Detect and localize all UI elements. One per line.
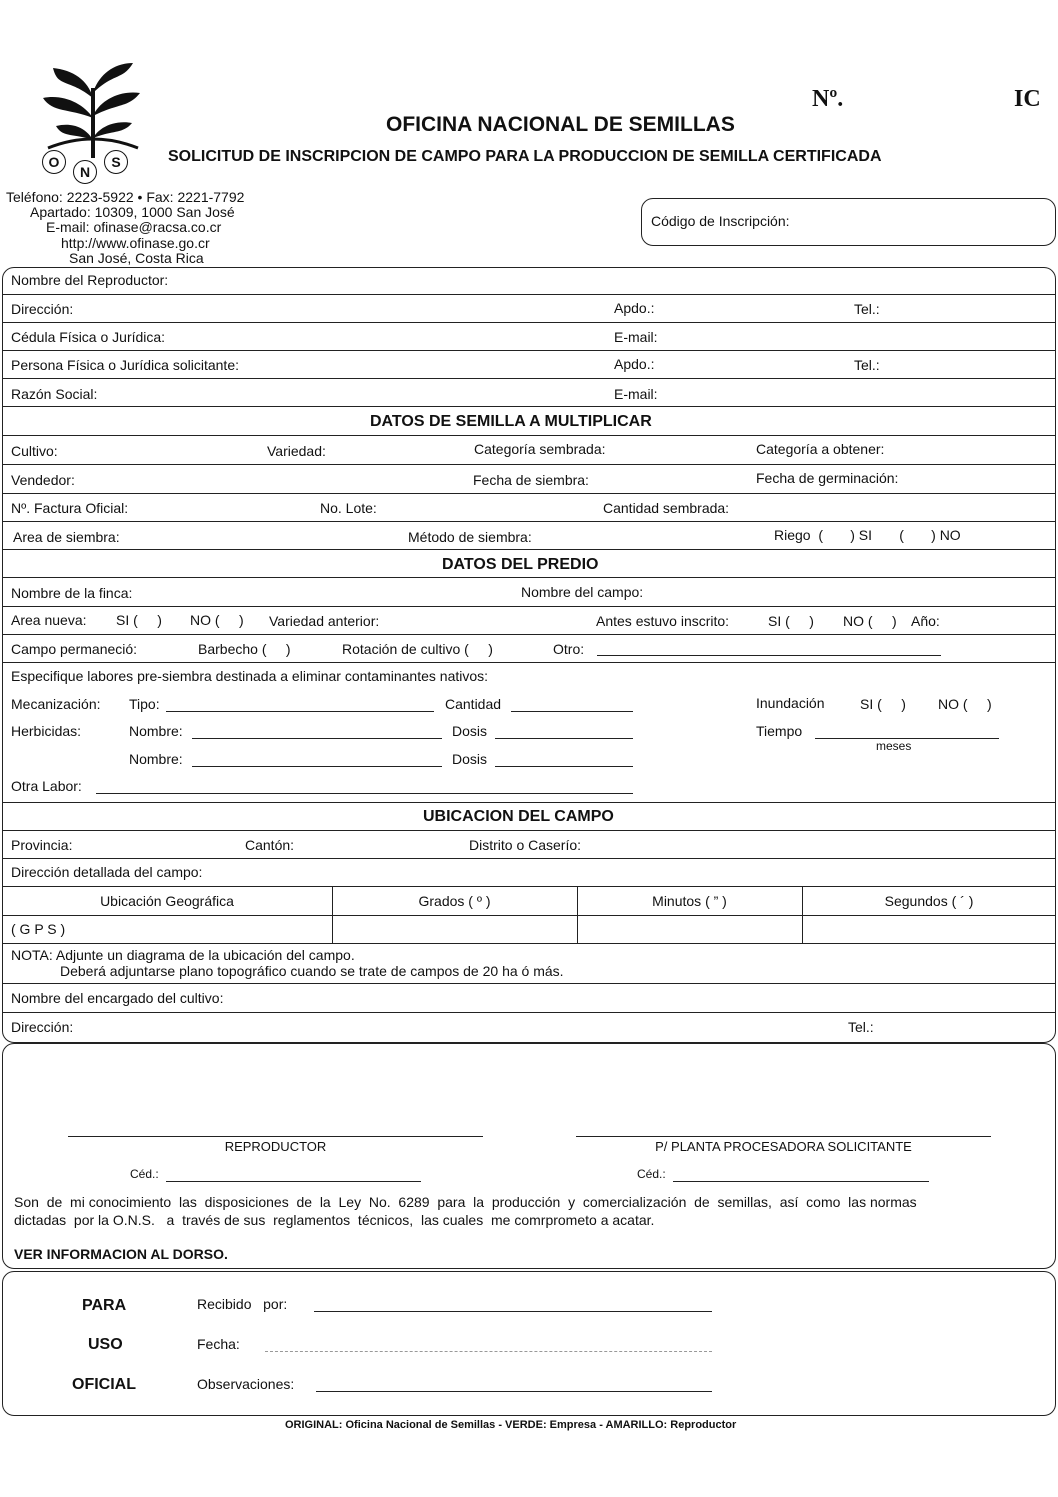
mecanizacion-label: Mecanización: [11,696,101,712]
predio-section-title: DATOS DEL PREDIO [442,556,599,573]
canton-field[interactable]: Cantón: [245,837,295,853]
categoria-sembrada-field[interactable]: Categoría sembrada: [474,441,606,457]
encargado-tel-field[interactable]: Tel.: [848,1019,874,1035]
direccion-field[interactable]: Dirección: [11,301,74,317]
gps-label: ( G P S ) [11,921,66,937]
email-field[interactable]: E-mail: [614,329,658,345]
herbicidas-label: Herbicidas: [11,723,82,739]
rotacion-checkbox[interactable]: Rotación de cultivo ( ) [342,641,493,657]
signatures-box [2,1043,1056,1269]
antes-inscrito-no-checkbox[interactable]: NO ( ) [843,613,897,629]
antes-inscrito-si-checkbox[interactable]: SI ( ) [768,613,814,629]
cantidad-sembrada-field[interactable]: Cantidad sembrada: [603,500,730,516]
tipo-input-line[interactable] [166,711,434,712]
gps-minutos-cell[interactable] [579,917,800,941]
cultivo-field[interactable]: Cultivo: [11,443,58,459]
area-nueva-label: Area nueva: [11,612,87,628]
anio-field[interactable]: Año: [911,613,940,629]
metodo-siembra-field[interactable]: Método de siembra: [408,529,532,545]
especifique-labores-label: Especifique labores pre-siembra destinada a eliminar contaminantes nativos: [11,668,489,684]
lote-field[interactable]: No. Lote: [320,500,377,516]
factura-oficial-field[interactable]: Nº. Factura Oficial: [11,500,129,516]
dosis-2-line[interactable] [495,766,633,767]
encargado-cultivo-field[interactable]: Nombre del encargado del cultivo: [11,990,224,1006]
observaciones-line[interactable] [316,1391,712,1392]
area-nueva-si-checkbox[interactable]: SI ( ) [116,612,162,628]
direccion-detallada-field[interactable]: Dirección detallada del campo: [11,864,203,880]
logo-letter-s: S [104,150,128,174]
variedad-field[interactable]: Variedad: [267,443,326,459]
tiempo-label: Tiempo [756,723,803,739]
otro-label: Otro: [553,641,585,657]
provincia-field[interactable]: Provincia: [11,837,73,853]
gps-segundos-cell[interactable] [804,917,1054,941]
apdo-solicitante-field[interactable]: Apdo.: [614,356,655,372]
otra-labor-label: Otra Labor: [11,778,82,794]
logo-letter-n: N [73,160,97,184]
ced-2-label: Céd.: [637,1167,666,1181]
riego-checkbox[interactable]: Riego ( ) SI ( ) NO [774,527,961,543]
apdo-field[interactable]: Apdo.: [614,300,655,316]
distrito-field[interactable]: Distrito o Caserío: [469,837,582,853]
encargado-direccion-field[interactable]: Dirección: [11,1019,74,1035]
contact-apartado: Apartado: 10309, 1000 San José [30,204,235,220]
gps-grados-cell[interactable] [334,917,575,941]
logo-letter-o: O [42,150,66,174]
meses-label: meses [876,739,912,753]
form-number-label: Nº. [812,86,844,112]
vendedor-field[interactable]: Vendedor: [11,472,75,488]
reproductor-signature-label: REPRODUCTOR [224,1139,327,1154]
contact-web: http://www.ofinase.go.cr [61,235,210,251]
ced-1-label: Céd.: [130,1167,159,1181]
dosis-2-label: Dosis [452,751,488,767]
cantidad-label: Cantidad [445,696,502,712]
inundacion-label: Inundación [756,695,825,711]
herbicida-nombre-2-line[interactable] [192,766,442,767]
gps-header-ubicacion: Ubicación Geográfica [100,893,234,909]
planta-signature-label: P/ PLANTA PROCESADORA SOLICITANTE [655,1139,912,1154]
org-name: OFICINA NACIONAL DE SEMILLAS [386,113,735,136]
cedula-field[interactable]: Cédula Física o Jurídica: [11,329,166,345]
dosis-1-label: Dosis [452,723,488,739]
official-use-box [2,1271,1056,1416]
recibido-por-label: Recibido por: [197,1296,288,1312]
observaciones-label: Observaciones: [197,1376,295,1392]
gps-header-minutos: Minutos ( ” ) [652,893,727,909]
contact-city: San José, Costa Rica [69,250,204,266]
codigo-inscripcion-label: Código de Inscripción: [651,213,790,229]
ubicacion-section-title: UBICACION DEL CAMPO [423,808,614,825]
fecha-line[interactable] [265,1351,712,1352]
area-siembra-field[interactable]: Area de siembra: [13,529,120,545]
nombre-campo-field[interactable]: Nombre del campo: [521,584,644,600]
declaracion-line-1: Son de mi conocimiento las disposiciones de la Ley No. 6289 para la producción y comercialización de semillas, así como las normas [14,1194,917,1210]
footer-copies-note: ORIGINAL: Oficina Nacional de Semillas - VERDE: Empresa - AMARILLO: Reproductor [285,1419,737,1431]
persona-solicitante-field[interactable]: Persona Física o Jurídica solicitante: [11,357,239,373]
recibido-por-line[interactable] [314,1311,712,1312]
nota-line-1: NOTA: Adjunte un diagrama de la ubicación del campo. [11,947,355,963]
gps-header-segundos: Segundos ( ´ ) [884,893,974,909]
otra-labor-line[interactable] [96,793,633,794]
uso-label: USO [88,1336,123,1353]
antes-inscrito-label: Antes estuvo inscrito: [596,613,730,629]
cantidad-input-line[interactable] [511,711,633,712]
form-subtitle: SOLICITUD DE INSCRIPCION DE CAMPO PARA LA PRODUCCION DE SEMILLA CERTIFICADA [168,148,882,165]
nombre-finca-field[interactable]: Nombre de la finca: [11,585,133,601]
gps-header-grados: Grados ( º ) [418,893,491,909]
contact-email: E-mail: ofinase@racsa.co.cr [46,219,222,235]
herbicida-nombre-2-label: Nombre: [129,751,183,767]
contact-phone: Teléfono: 2223-5922 • Fax: 2221-7792 [6,189,245,205]
area-nueva-no-checkbox[interactable]: NO ( ) [190,612,244,628]
tel-solicitante-field[interactable]: Tel.: [854,357,880,373]
email-solicitante-field[interactable]: E-mail: [614,386,658,402]
categoria-obtener-field[interactable]: Categoría a obtener: [756,441,885,457]
tel-field[interactable]: Tel.: [854,301,880,317]
tipo-label: Tipo: [129,696,160,712]
razon-social-field[interactable]: Razón Social: [11,386,98,402]
inundacion-no-checkbox[interactable]: NO ( ) [938,696,992,712]
form-code: IC [1014,86,1041,112]
reproductor-signature-line[interactable] [68,1136,483,1137]
nombre-reproductor-field[interactable]: Nombre del Reproductor: [11,272,169,288]
ced-2-line[interactable] [673,1181,929,1182]
ver-informacion-label: VER INFORMACION AL DORSO. [14,1246,228,1262]
planta-signature-line[interactable] [576,1136,991,1137]
oficial-label: OFICIAL [72,1376,136,1393]
fecha-germinacion-field[interactable]: Fecha de germinación: [756,470,899,486]
inundacion-si-checkbox[interactable]: SI ( ) [860,696,906,712]
semilla-section-title: DATOS DE SEMILLA A MULTIPLICAR [370,413,652,430]
nota-line-2: Deberá adjuntarse plano topográfico cuando se trate de campos de 20 ha ó más. [60,963,564,979]
para-label: PARA [82,1297,127,1314]
dosis-1-line[interactable] [495,738,633,739]
variedad-anterior-field[interactable]: Variedad anterior: [269,613,380,629]
barbecho-checkbox[interactable]: Barbecho ( ) [198,641,291,657]
declaracion-line-2: dictadas por la O.N.S. a través de sus reglamentos técnicos, las cuales me comrprometo a acatar. [14,1212,655,1228]
otro-input-line[interactable] [597,655,941,656]
herbicida-nombre-1-label: Nombre: [129,723,183,739]
ced-1-line[interactable] [166,1181,421,1182]
fecha-label: Fecha: [197,1336,240,1352]
herbicida-nombre-1-line[interactable] [192,738,442,739]
campo-permanecio-label: Campo permaneció: [11,641,138,657]
fecha-siembra-field[interactable]: Fecha de siembra: [473,472,589,488]
